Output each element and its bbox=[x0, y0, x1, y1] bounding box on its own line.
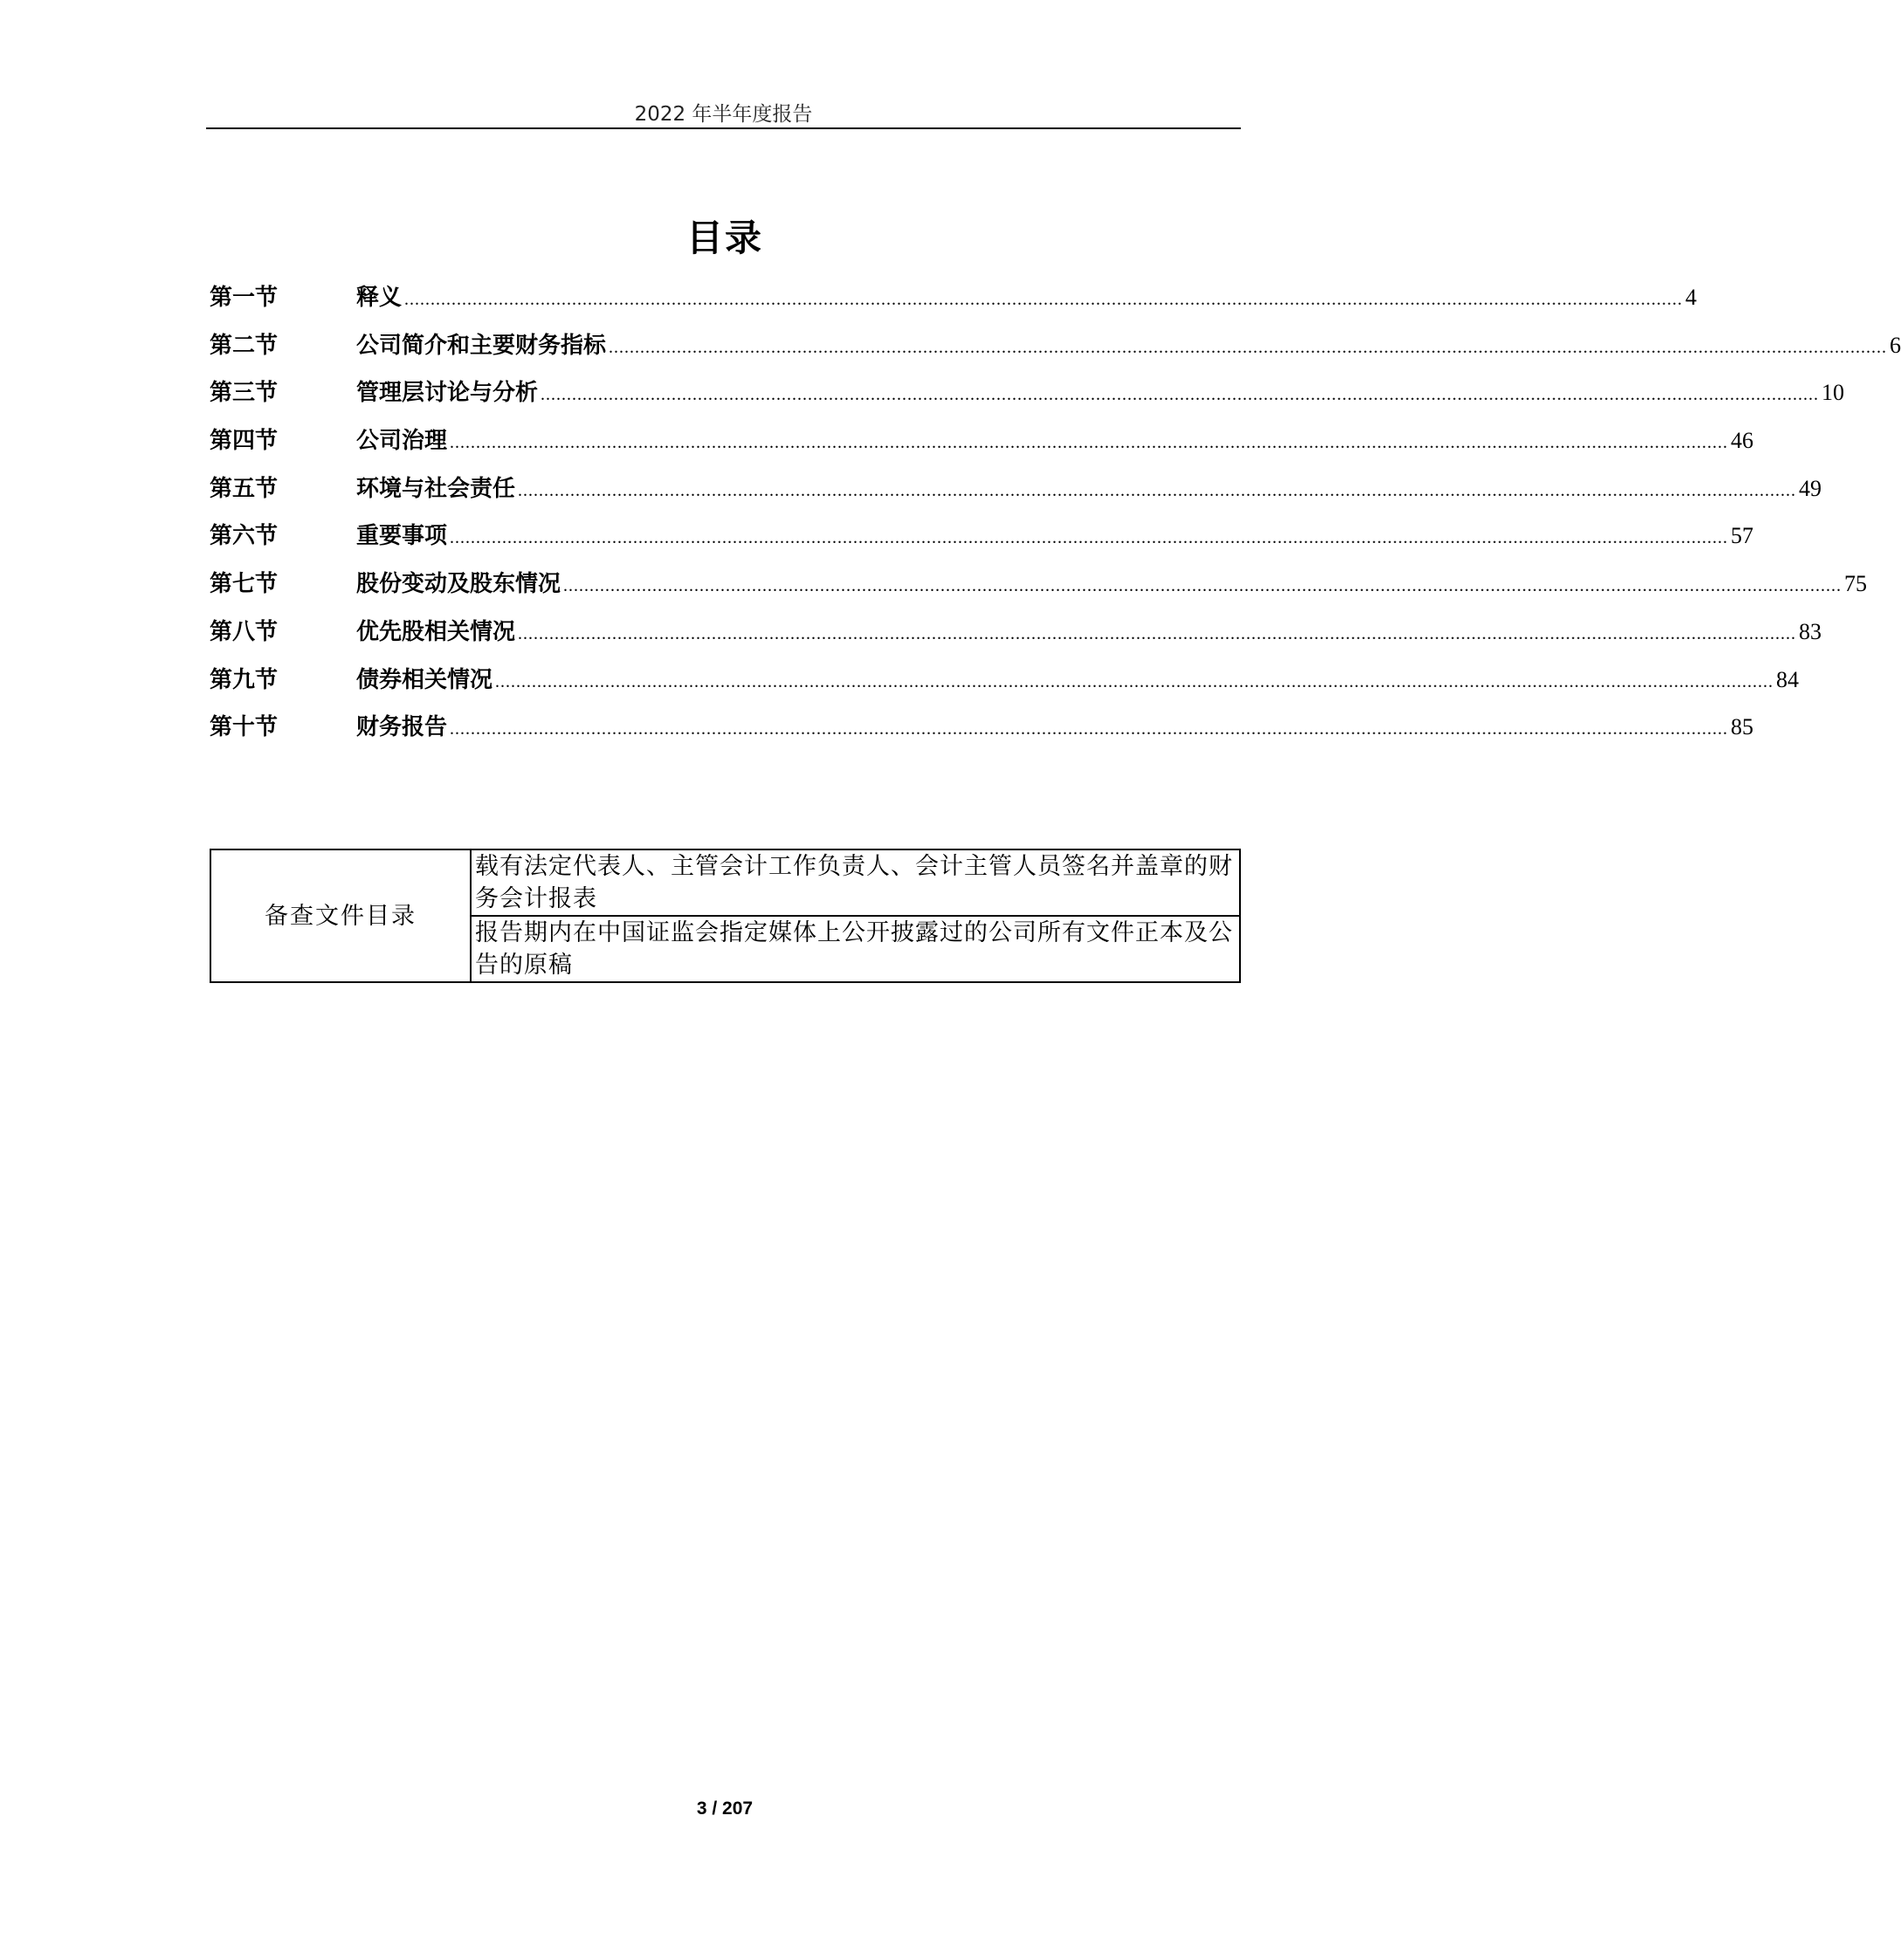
toc-dot-leader: .................................................................................................................................................................................................................................................... bbox=[609, 337, 1888, 357]
toc-title: 目录 bbox=[685, 217, 763, 259]
toc-section-name: 股份变动及股东情况 bbox=[356, 571, 561, 598]
reference-documents-label: 备查文件目录 bbox=[210, 849, 471, 982]
reference-document-item: 报告期内在中国证监会指定媒体上公开披露过的公司所有文件正本及公告的原稿 bbox=[471, 916, 1240, 982]
toc-page-number: 83 bbox=[1799, 618, 1822, 644]
toc-section-name: 债券相关情况 bbox=[356, 666, 493, 693]
toc-entry[interactable] bbox=[210, 518, 1754, 566]
toc-page-number: 10 bbox=[1822, 380, 1845, 406]
toc-page-number: 49 bbox=[1799, 475, 1822, 501]
toc-entry[interactable] bbox=[210, 614, 1822, 662]
toc-page-number: 57 bbox=[1731, 523, 1754, 549]
toc-page-number: 4 bbox=[1685, 285, 1698, 310]
toc-entry[interactable] bbox=[210, 423, 1754, 471]
toc-entry[interactable] bbox=[210, 709, 1754, 757]
toc-section-number: 第六节 bbox=[210, 523, 279, 550]
reference-documents-table bbox=[210, 849, 1241, 983]
toc-dot-leader: .................................................................................................................................................................................................................................................... bbox=[518, 480, 1797, 500]
toc-section-name: 释义 bbox=[356, 285, 403, 311]
toc-dot-leader: .................................................................................................................................................................................................................................................... bbox=[541, 385, 1820, 405]
toc-section-number: 第八节 bbox=[210, 618, 279, 645]
toc-section-number: 第十节 bbox=[210, 714, 279, 741]
toc-entry[interactable] bbox=[210, 279, 1698, 327]
toc-section-number: 第五节 bbox=[210, 475, 279, 502]
toc-section-number: 第七节 bbox=[210, 571, 279, 598]
toc-entry[interactable] bbox=[210, 471, 1822, 519]
toc-page-number: 6 bbox=[1890, 332, 1901, 358]
toc-page-number: 46 bbox=[1731, 428, 1754, 454]
toc-entry[interactable] bbox=[210, 327, 1901, 375]
toc-section-number: 第九节 bbox=[210, 666, 279, 693]
toc-section-name: 管理层讨论与分析 bbox=[356, 380, 539, 407]
toc-dot-leader: .................................................................................................................................................................................................................................................... bbox=[563, 576, 1842, 596]
toc-page-number: 85 bbox=[1731, 714, 1754, 740]
toc-page-number: 75 bbox=[1844, 571, 1868, 597]
toc-section-number: 第四节 bbox=[210, 428, 279, 455]
header-divider bbox=[206, 127, 1241, 129]
toc-dot-leader: .................................................................................................................................................................................................................................................... bbox=[450, 528, 1729, 548]
toc-section-name: 环境与社会责任 bbox=[356, 475, 516, 502]
toc-section-name: 公司治理 bbox=[356, 428, 448, 455]
running-header: 2022 年半年度报告 bbox=[634, 103, 813, 126]
toc-entry[interactable] bbox=[210, 566, 1868, 614]
toc-dot-leader: .................................................................................................................................................................................................................................................... bbox=[518, 623, 1797, 643]
toc-dot-leader: .................................................................................................................................................................................................................................................... bbox=[404, 290, 1684, 309]
toc-page-number: 84 bbox=[1776, 666, 1800, 692]
toc-section-number: 第一节 bbox=[210, 285, 279, 311]
reference-document-item: 载有法定代表人、主管会计工作负责人、会计主管人员签名并盖章的财务会计报表 bbox=[471, 849, 1240, 916]
toc-dot-leader: .................................................................................................................................................................................................................................................... bbox=[495, 671, 1774, 691]
toc-dot-leader: .................................................................................................................................................................................................................................................... bbox=[450, 719, 1729, 739]
toc-section-name: 重要事项 bbox=[356, 523, 448, 550]
toc-section-name: 优先股相关情况 bbox=[356, 618, 516, 645]
page-number-indicator: 3 / 207 bbox=[696, 1798, 754, 1819]
toc-section-name: 公司简介和主要财务指标 bbox=[356, 332, 607, 359]
toc-section-number: 第二节 bbox=[210, 332, 279, 359]
toc-section-number: 第三节 bbox=[210, 380, 279, 407]
toc-entry[interactable] bbox=[210, 662, 1800, 710]
toc-section-name: 财务报告 bbox=[356, 714, 448, 741]
toc-entry[interactable] bbox=[210, 375, 1845, 423]
toc-dot-leader: .................................................................................................................................................................................................................................................... bbox=[450, 433, 1729, 453]
table-of-contents bbox=[210, 279, 1901, 757]
